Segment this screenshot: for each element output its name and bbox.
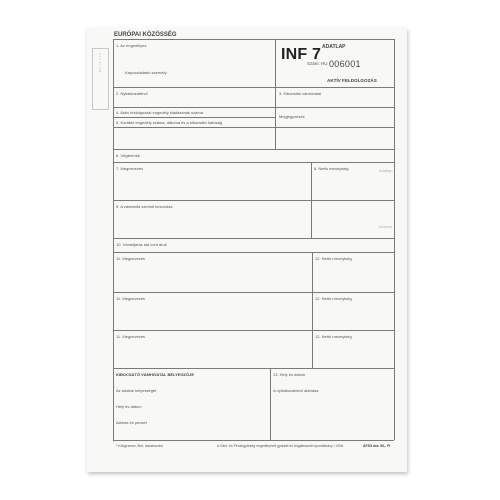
field-12-label-2: 12. Nettó mennyiség: [315, 296, 352, 301]
form-subtitle: AKTÍV FELDOLGOZÁS: [327, 78, 377, 83]
community-title: EURÓPAI KÖZÖSSÉG: [114, 32, 177, 38]
remarks-label: Megjegyzések: [279, 114, 305, 119]
field-3-label: 3. Kibocsátó vámhivatal: [279, 91, 322, 96]
field-8-label: 8. Nettó mennyiség: [314, 166, 349, 171]
office-stamp-label: KIBOCSÁTÓ VÁMHIVATAL BÉLYEGZŐJE: [116, 372, 195, 377]
adatlap-label: ADATLAP: [322, 44, 346, 50]
field-1-contact: Kapcsolattartó személy:: [125, 70, 168, 75]
publisher-note: A Vám- és Pénzügyőrség engedélyével gyártott és forgalmazott nyomtatvány • VIVA: [217, 444, 344, 448]
field-12-label-1: 12. Nettó mennyiség: [315, 256, 352, 261]
ghost-text-1: Adatlap: [379, 168, 393, 173]
field-1-label: 1. Az engedélyes: [116, 43, 147, 48]
serial-number: 006001: [329, 59, 361, 69]
field-2-label: 2. Nyilatkozattevő: [116, 91, 148, 96]
signature-label: Aláírás és pecsét: [116, 420, 147, 425]
ghost-text-2: kivonat: [379, 224, 392, 229]
field-9-label: 9. A vámtarifa szerinti besorolás: [116, 204, 173, 209]
serial-label: Szám: HU: [307, 61, 328, 66]
price-label: ÁFÁS ára: 80,- Ft: [363, 444, 391, 448]
field-10-label: 10. Vámeljárás alá vont áruk: [116, 242, 167, 247]
field-12-label-3: 12. Nettó mennyiség: [315, 334, 352, 339]
field-7-label: 7. Megnevezés: [116, 166, 144, 171]
declarant-signature-label: A nyilatkozattevő aláírása: [273, 388, 319, 393]
form-code: INF 7: [281, 46, 322, 63]
field-13-label: 13. Hely és dátum: [273, 372, 306, 377]
side-stamp-text: B.K. T.B. 2 1 A: [98, 53, 102, 73]
field-4-label: 4. Aktív feldolgozási engedély kiadásának száma: [116, 110, 203, 115]
field-6-label: 6. Végtermék: [116, 153, 140, 158]
form-sheet: [87, 28, 407, 472]
footnote: * Kilogramm, liter, darabszám: [116, 444, 163, 448]
field-5-label: 5. Korábbi engedély száma, dátuma és a kibocsátó hatóság: [116, 120, 223, 125]
side-stamp-box: [92, 48, 109, 110]
place-date-label: Hely és dátum: [116, 404, 142, 409]
field-11-label-3: 11. Megnevezés: [116, 334, 146, 339]
field-11-label-1: 11. Megnevezés: [116, 256, 146, 261]
confirm-label: Az adatok helyességét: [116, 388, 157, 393]
field-11-label-2: 11. Megnevezés: [116, 296, 146, 301]
